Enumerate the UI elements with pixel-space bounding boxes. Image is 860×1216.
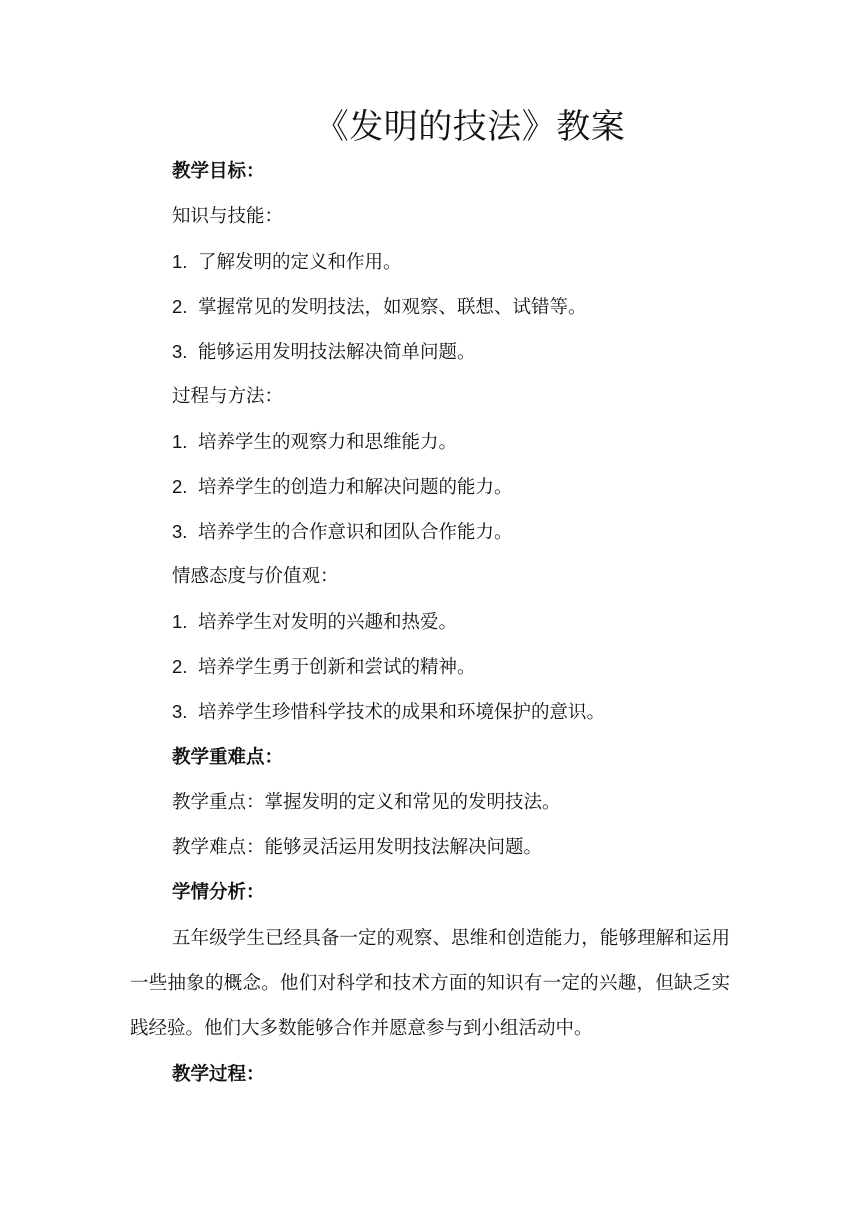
document-title: 《发明的技法》教案 xyxy=(314,107,626,147)
list-item xyxy=(172,475,513,500)
list-item-number: 2. xyxy=(172,296,188,317)
key-point-focus: 教学重点：掌握发明的定义和常见的发明技法。 xyxy=(172,792,561,813)
key-point-difficulty: 教学难点：能够灵活运用发明技法解决问题。 xyxy=(172,837,543,858)
list-item-number: 3. xyxy=(172,701,188,722)
list-item-text: 培养学生的观察力和思维能力。 xyxy=(198,432,458,453)
emotion-label: 情感态度与价值观： xyxy=(172,566,339,587)
list-item-text: 培养学生的合作意识和团队合作能力。 xyxy=(198,522,513,543)
list-item-text: 培养学生的创造力和解决问题的能力。 xyxy=(198,477,513,498)
list-item-text: 了解发明的定义和作用。 xyxy=(198,252,402,273)
knowledge-label: 知识与技能： xyxy=(172,206,284,227)
goals-heading: 教学目标： xyxy=(172,161,265,182)
analysis-heading: 学情分析： xyxy=(172,882,265,903)
list-item xyxy=(172,340,476,365)
list-item-text: 能够运用发明技法解决简单问题。 xyxy=(198,342,476,363)
list-item-text: 培养学生珍惜科学技术的成果和环境保护的意识。 xyxy=(198,702,606,723)
list-item-number: 2. xyxy=(172,656,188,677)
list-item xyxy=(172,610,457,635)
list-item xyxy=(172,520,513,545)
list-item-number: 1. xyxy=(172,611,188,632)
list-item xyxy=(172,430,457,455)
list-item xyxy=(172,700,605,725)
list-item xyxy=(172,295,587,320)
list-item xyxy=(172,655,476,680)
process-heading: 教学过程： xyxy=(172,1064,265,1085)
list-item-number: 2. xyxy=(172,476,188,497)
list-item-number: 3. xyxy=(172,521,188,542)
analysis-paragraph: 五年级学生已经具备一定的观察、思维和创造能力，能够理解和运用一些抽象的概念。他们对科学和技术方面的知识有一定的兴趣，但缺乏实践经验。他们大多数能够合作并愿意参与到小组活动中。 xyxy=(130,928,730,1039)
list-item-text: 培养学生勇于创新和尝试的精神。 xyxy=(198,657,476,678)
list-item-number: 1. xyxy=(172,251,188,272)
key-points-heading: 教学重难点： xyxy=(172,747,284,768)
list-item-text: 培养学生对发明的兴趣和热爱。 xyxy=(198,612,458,633)
list-item-text: 掌握常见的发明技法，如观察、联想、试错等。 xyxy=(198,297,587,318)
process-label: 过程与方法： xyxy=(172,386,284,407)
list-item-number: 1. xyxy=(172,431,188,452)
list-item xyxy=(172,250,402,275)
list-item-number: 3. xyxy=(172,341,188,362)
